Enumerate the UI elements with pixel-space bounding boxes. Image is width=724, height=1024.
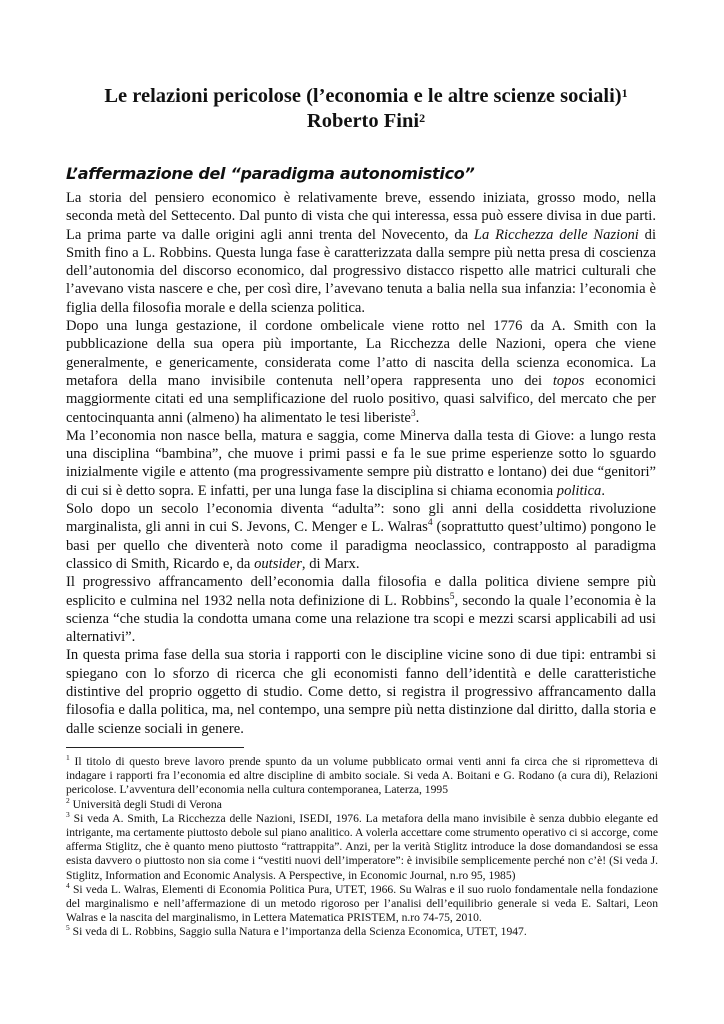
footnote-number: 3 — [66, 809, 70, 819]
italic-text: outsider — [254, 555, 302, 572]
section-heading: L’affermazione del “paradigma autonomistico” — [66, 164, 475, 183]
paragraph — [66, 500, 656, 573]
italic-text: La Ricchezza delle Nazioni — [473, 226, 639, 243]
italic-text: topos — [552, 372, 585, 389]
footnote-ref[interactable]: 4 — [427, 518, 433, 529]
footnote — [66, 809, 658, 883]
text-run: , secondo la quale l’economia è la scienza “che studia la condotta umana come una relazione tra scopi e mezzi scarsi applicabili ad usi alternativi”. — [66, 592, 656, 646]
footnote — [66, 755, 658, 798]
text-run: . — [601, 482, 606, 499]
footnote-text: Si veda L. Walras, Elementi di Economia Politica Pura, UTET, 1966. Su Walras e il suo ruolo fondamentale nella fondazione del marginalismo e nell’affermazione di un metodo rigoroso per l’analisi dell’equilibrio generale si veda E. Saltari, Leon Walras e la nascita del marginalismo, in Lettera Matematica PRISTEM, n.ro 74-75, 2010. — [66, 882, 658, 925]
footnotes — [66, 755, 658, 940]
footnote — [66, 925, 658, 939]
text-run: economici maggiormente citati ed una semplificazione del ruolo positivo, quasi salvifico, del mercato che per centocinquanta anni (almeno) ha alimentato le tesi liberiste — [66, 372, 656, 426]
paragraph — [66, 317, 656, 427]
paragraph — [66, 573, 656, 646]
text-run: In questa prima fase della sua storia i rapporti con le discipline vicine sono di due tipi: entrambi si spiegano con lo sforzo di ricerca che gli economisti fanno dell’identità e delle caratteristiche distintive del proprio oggetto di studio. Come detto, si registra il progressivo affrancamento dalla filosofia e dalla politica, ma, nel contempo, una sempre più netta distinzione dal diritto, dalla storia e dalle scienze sociali in genere. — [66, 647, 656, 737]
author-name: Roberto Fini — [306, 110, 420, 132]
title-line — [66, 84, 666, 109]
footnote-text: Si veda di L. Robbins, Saggio sulla Natura e l’importanza della Scienza Economica, UTET, 1947. — [72, 925, 527, 939]
document-title — [66, 84, 666, 134]
footnote-ref[interactable]: 5 — [449, 591, 455, 602]
footnote-ref[interactable]: 1 — [621, 86, 628, 100]
text-run: La storia del pensiero economico è relativamente breve, essendo iniziata, grosso modo, nella seconda metà del Settecento. Dal punto di vista che qui interessa, essa può essere divisa in due parti. La prima parte va dalle origini agli anni trenta del Novecento, da — [66, 190, 656, 243]
text-run: di Smith fino a L. Robbins. Questa lunga fase è caratterizzata dalla sempre più netta presa di coscienza dell’autonomia del discorso economico, dal progressivo distacco rispetto alle matrici culturali che l’avevano vista nascere e che, per così dire, l’avevano tenuta a balia nella sua infanzia: l’economia è figlia della filosofia morale e della scienza politica. — [66, 226, 656, 316]
text-run: , di Marx. — [301, 555, 360, 572]
text-run: (soprattutto quest’ultimo) pongono le basi per quello che diventerà noto come il paradigma neoclassico, contrapposto al paradigma classico di Smith, Ricardo e, da — [66, 519, 656, 572]
italic-text: politica — [556, 482, 602, 499]
footnote-number: 2 — [66, 795, 70, 805]
text-run: Solo dopo un secolo l’economia diventa “adulta”: sono gli anni della cosiddetta rivoluzione marginalista, gli anni in cui S. Jevons, C. Menger e L. Walras — [66, 501, 656, 536]
footnote-number: 4 — [66, 880, 70, 890]
body-text — [66, 189, 656, 738]
footnote-text: Università degli Studi di Verona — [72, 797, 222, 811]
text-run: . — [415, 409, 420, 426]
title-text: Le relazioni pericolose (l’economia e le altre scienze sociali) — [104, 85, 622, 107]
text-run: Ma l’economia non nasce bella, matura e saggia, come Minerva dalla testa di Giove: a lungo resta una disciplina “bambina”, che muove i primi passi e fa le sue prime esperienze sotto lo sguardo inizialmente vigile e attento (ma progressivamente sempre più distratto e lontano) dei due “genitori” di cui si è detto sopra. E infatti, per una lunga fase la disciplina si chiama economia — [66, 427, 656, 499]
footnote-ref[interactable]: 3 — [410, 408, 416, 419]
footnote — [66, 880, 658, 926]
footnote-number: 5 — [66, 923, 70, 933]
paragraph — [66, 189, 656, 317]
footnote-ref[interactable]: 2 — [419, 111, 426, 125]
footnote — [66, 795, 658, 812]
footnote-separator — [66, 747, 244, 748]
text-run: Dopo una lunga gestazione, il cordone ombelicale viene rotto nel 1776 da A. Smith con la pubblicazione della sua opera più importante, La Ricchezza delle Nazioni, opera che viene generalmente, e genericamente, considerata come l’atto di nascita della scienza economica. La metafora della mano invisibile contenuta nell’opera rappresenta uno dei — [66, 318, 656, 389]
footnote-number: 1 — [66, 753, 70, 763]
footnote-text: Si veda A. Smith, La Ricchezza delle Nazioni, ISEDI, 1976. La metafora della mano invisibile è senza dubbio elegante ed intrigante, ma certamente piuttosto debole sul piano analitico. A volerla accettare come strumento operativo ci si accorge, come afferma Stiglitz, che è quanto meno piuttosto “rattrappita”. Anzi, per la verità Stiglitz introduce la dose domandandosi se essa esista davvero o piuttosto non sia come i “vestiti nuovi dell’imperatore”: è invisibile semplicemente perché non c’è! (Si veda J. Stiglitz, Information and Economic Analysis. A Perspective, in Economic Journal, n.ro 95, 1985) — [66, 811, 658, 882]
footnote-text: Il titolo di questo breve lavoro prende spunto da un volume pubblicato ormai venti anni fa circa che si riprometteva di indagare i rapporti fra l’economia ed altre discipline di ambito sociale. Si veda A. Boitani e G. Rodano (a cura di), Relazioni pericolose. L’avventura dell’economia nella cultura contemporanea, Laterza, 1995 — [66, 755, 658, 797]
text-run: Il progressivo affrancamento dell’economia dalla filosofia e dalla politica diviene sempre più esplicito e culmina nel 1932 nella nota definizione di L. Robbins — [66, 574, 656, 609]
author-line — [66, 109, 666, 134]
paragraph — [66, 427, 656, 500]
paragraph — [66, 646, 656, 737]
